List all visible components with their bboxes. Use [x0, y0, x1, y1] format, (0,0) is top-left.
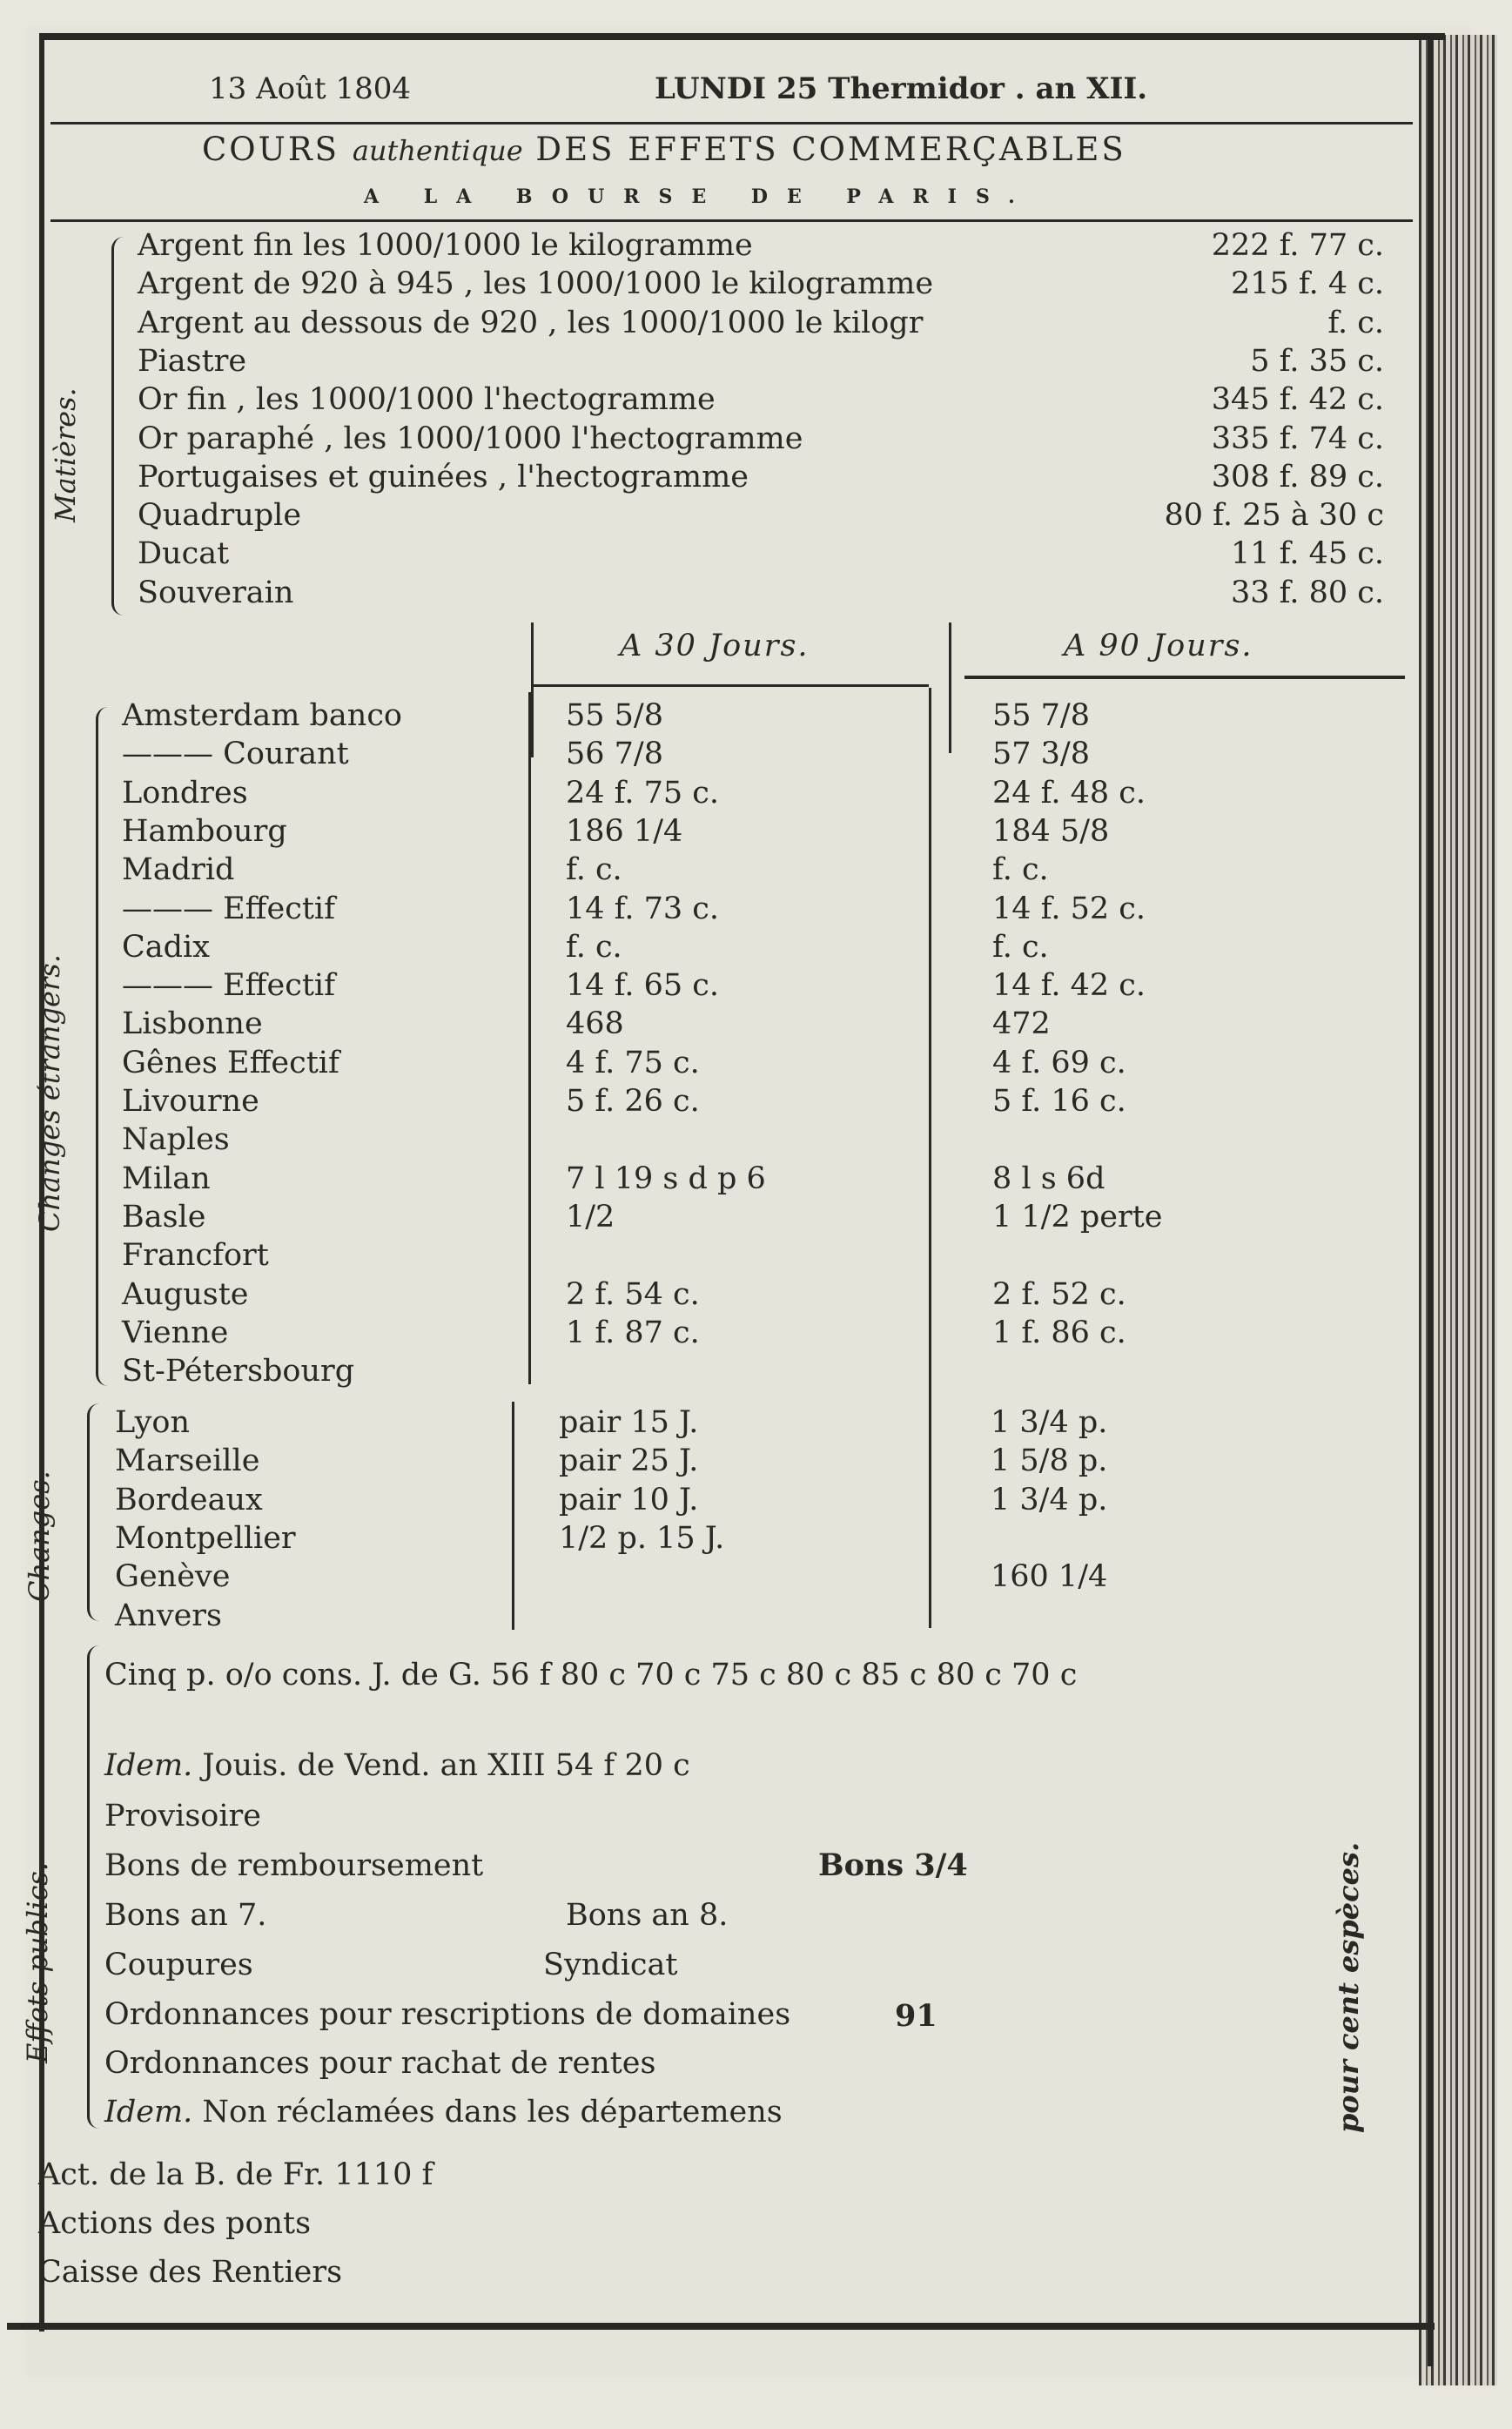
changes-etrangers-label: Vienne [122, 1315, 229, 1350]
matieres-row [138, 265, 933, 303]
changes-etrangers-value-90: 5 f. 16 c. [992, 1084, 1126, 1119]
effets-publics-side-label: Effets publics. [21, 1862, 54, 2063]
title-rule [50, 219, 1413, 222]
changes-etrangers-brace [96, 707, 114, 1386]
ce-col-line-2 [929, 688, 931, 1628]
matieres-label: Piastre [138, 343, 247, 379]
changes-value-30: pair 15 J. [559, 1405, 699, 1440]
matieres-row [138, 420, 803, 458]
matieres-label: Quadruple [138, 498, 302, 534]
matieres-label: Or paraphé , les 1000/1000 l'hectogramme [138, 421, 803, 456]
changes-label: Anvers [115, 1598, 222, 1633]
changes-etrangers-label: Madrid [122, 852, 235, 888]
matieres-value: 335 f. 74 c. [1211, 421, 1384, 456]
changes-etrangers-value-90: 14 f. 52 c. [992, 891, 1146, 926]
changes-etrangers-label: St-Pétersbourg [122, 1354, 355, 1389]
actions-banque-france: Act. de la B. de Fr. 1110 f [38, 2157, 433, 2192]
bons-an-7: Bons an 7. [104, 1898, 267, 1933]
ordonnances-rescriptions-value: 91 [895, 1998, 937, 2034]
matieres-brace [111, 237, 131, 616]
changes-etrangers-label: Gênes Effectif [122, 1045, 339, 1080]
changes-etrangers-value-90: 472 [992, 1006, 1051, 1042]
changes-etrangers-value-90: 184 5/8 [992, 813, 1110, 849]
changes-etrangers-label: Lisbonne [122, 1006, 263, 1042]
col90-divider [949, 622, 951, 753]
changes-brace [87, 1403, 105, 1621]
changes-etrangers-value-30: 4 f. 75 c. [566, 1045, 700, 1080]
changes-etrangers-value-30: 56 7/8 [566, 737, 663, 772]
changes-etrangers-label: Amsterdam banco [122, 698, 403, 733]
changes-etrangers-value-90: 4 f. 69 c. [992, 1045, 1126, 1080]
changes-etrangers-value-30: f. c. [566, 852, 622, 888]
matieres-label: Souverain [138, 575, 294, 610]
changes-etrangers-value-90: f. c. [992, 852, 1049, 888]
matieres-row [138, 535, 229, 573]
caisse-rentiers: Caisse des Rentiers [38, 2255, 343, 2290]
ce-col-line-1 [528, 692, 531, 1384]
bons-trois-quarts: Bons 3/4 [818, 1847, 968, 1883]
coupures: Coupures [104, 1948, 253, 1982]
matieres-label: Argent au dessous de 920 , les 1000/1000 le kilogr [138, 305, 924, 340]
changes-etrangers-label: Londres [122, 775, 248, 811]
col90-header: A 90 Jours. [1064, 629, 1253, 663]
title-italic: authentique [352, 134, 523, 167]
frame-right [1428, 33, 1433, 2366]
changes-value-30: 1/2 p. 15 J. [559, 1520, 725, 1556]
changes-etrangers-value-30: 14 f. 65 c. [566, 968, 720, 1004]
matieres-row [138, 574, 293, 612]
changes-etrangers-label: ——— Effectif [122, 968, 336, 1004]
title-prefix: COURS [202, 131, 340, 168]
matieres-side-label: Matières. [49, 387, 82, 522]
changes-etrangers-label: Francfort [122, 1238, 269, 1274]
changes-etrangers-value-30: 468 [566, 1006, 624, 1042]
bons-remboursement: Bons de remboursement [104, 1848, 484, 1883]
changes-label: Bordeaux [115, 1482, 263, 1517]
ch-col-line-1 [512, 1402, 514, 1630]
matieres-value: 222 f. 77 c. [1211, 228, 1384, 263]
frame-bottom [7, 2323, 1435, 2330]
bons-an-8: Bons an 8. [566, 1898, 729, 1933]
col30-divider [531, 622, 534, 757]
changes-value-90: 1 3/4 p. [991, 1482, 1108, 1517]
page-subtitle: A LA BOURSE DE PARIS. [364, 185, 1034, 208]
date-gregorian: 13 Août 1804 [209, 71, 411, 106]
matieres-label: Argent de 920 à 945 , les 1000/1000 le kilogramme [138, 266, 934, 302]
changes-etrangers-label: Cadix [122, 929, 210, 965]
changes-etrangers-value-90: 24 f. 48 c. [992, 775, 1146, 811]
changes-etrangers-value-90: 8 l s 6d [992, 1161, 1105, 1196]
matieres-value: f. c. [1327, 305, 1384, 340]
matieres-row [138, 380, 716, 419]
col30-header: A 30 Jours. [620, 629, 810, 663]
changes-etrangers-value-30: 5 f. 26 c. [566, 1084, 700, 1119]
changes-etrangers-value-30: f. c. [566, 929, 622, 965]
matieres-value: 308 f. 89 c. [1211, 459, 1384, 495]
matieres-value: 11 f. 45 c. [1230, 536, 1384, 572]
matieres-row [138, 342, 246, 380]
idem-italic-2: Idem. [104, 2095, 193, 2130]
changes-etrangers-value-90: f. c. [992, 929, 1049, 965]
page-title [202, 131, 1126, 168]
frame-top [39, 33, 1445, 40]
syndicat: Syndicat [543, 1948, 678, 1982]
changes-etrangers-value-30: 14 f. 73 c. [566, 891, 720, 926]
matieres-label: Ducat [138, 536, 230, 572]
ordonnances-rescriptions: Ordonnances pour rescriptions de domaines [104, 1997, 791, 2032]
matieres-row [138, 226, 753, 265]
changes-value-30: pair 10 J. [559, 1482, 699, 1517]
changes-side-label: Changes. [23, 1470, 56, 1602]
changes-etrangers-label: Hambourg [122, 813, 287, 849]
changes-etrangers-label: ——— Courant [122, 737, 349, 772]
changes-etrangers-value-90: 14 f. 42 c. [992, 968, 1146, 1004]
matieres-value: 5 f. 35 c. [1250, 343, 1384, 379]
changes-etrangers-label: Auguste [122, 1276, 249, 1312]
changes-etrangers-value-30: 1 f. 87 c. [566, 1315, 700, 1350]
matieres-row [138, 304, 923, 342]
idem-rest-1: Jouis. de Vend. an XIII 54 f 20 c [202, 1748, 690, 1783]
matieres-value: 80 f. 25 à 30 c [1164, 498, 1384, 534]
changes-etrangers-label: Naples [122, 1122, 230, 1158]
changes-etrangers-label: Basle [122, 1199, 206, 1235]
changes-etrangers-value-30: 55 5/8 [566, 698, 663, 733]
title-rest: DES EFFETS COMMERÇABLES [535, 131, 1126, 168]
changes-value-90: 1 3/4 p. [991, 1405, 1108, 1440]
idem-jouissance [104, 1741, 690, 1791]
changes-etrangers-value-30: 186 1/4 [566, 813, 683, 849]
col90-underline [964, 676, 1405, 679]
matieres-value: 215 f. 4 c. [1230, 266, 1384, 302]
changes-value-90: 160 1/4 [991, 1559, 1108, 1595]
matieres-value: 33 f. 80 c. [1230, 575, 1384, 610]
matieres-value: 345 f. 42 c. [1211, 382, 1384, 418]
effets-publics-brace [87, 1645, 105, 2129]
changes-etrangers-value-90: 1 f. 86 c. [992, 1315, 1126, 1350]
date-republican: LUNDI 25 Thermidor . an XII. [655, 71, 1148, 106]
changes-value-30: pair 25 J. [559, 1443, 699, 1479]
changes-etrangers-value-90: 2 f. 52 c. [992, 1276, 1126, 1312]
idem-non-reclamees [104, 2088, 783, 2137]
matieres-label: Portugaises et guinées , l'hectogramme [138, 459, 749, 495]
changes-etrangers-label: Livourne [122, 1084, 259, 1119]
idem-rest-2: Non réclamées dans les départemens [202, 2095, 783, 2130]
changes-etrangers-side-label: Changes étrangers. [33, 954, 66, 1232]
matieres-label: Or fin , les 1000/1000 l'hectogramme [138, 382, 716, 418]
changes-label: Lyon [115, 1405, 191, 1440]
actions-ponts: Actions des ponts [38, 2206, 312, 2241]
changes-etrangers-value-30: 7 l 19 s d p 6 [566, 1161, 766, 1196]
matieres-label: Argent fin les 1000/1000 le kilogramme [138, 228, 753, 263]
changes-etrangers-value-90: 1 1/2 perte [992, 1199, 1163, 1235]
cinq-pour-cent: Cinq p. o/o cons. J. de G. 56 f 80 c 70 c 75 c 80 c 85 c 80 c 70 c [104, 1658, 1078, 1692]
idem-italic-1: Idem. [104, 1748, 193, 1783]
provisoire: Provisoire [104, 1799, 261, 1834]
changes-etrangers-label: Milan [122, 1161, 211, 1196]
changes-etrangers-value-90: 55 7/8 [992, 698, 1090, 733]
col30-underline [533, 684, 929, 687]
changes-etrangers-value-30: 24 f. 75 c. [566, 775, 720, 811]
changes-label: Marseille [115, 1443, 260, 1479]
changes-etrangers-value-30: 2 f. 54 c. [566, 1276, 700, 1312]
changes-etrangers-label: ——— Effectif [122, 891, 336, 926]
effets-publics-right-label: pour cent espèces. [1332, 1841, 1365, 2133]
matieres-row [138, 496, 301, 535]
changes-etrangers-value-30: 1/2 [566, 1199, 615, 1235]
header-rule [50, 122, 1413, 124]
ordonnances-rachat: Ordonnances pour rachat de rentes [104, 2046, 656, 2081]
changes-etrangers-value-90: 57 3/8 [992, 737, 1090, 772]
changes-label: Genève [115, 1559, 231, 1595]
changes-label: Montpellier [115, 1520, 296, 1556]
changes-value-90: 1 5/8 p. [991, 1443, 1108, 1479]
matieres-row [138, 458, 749, 496]
